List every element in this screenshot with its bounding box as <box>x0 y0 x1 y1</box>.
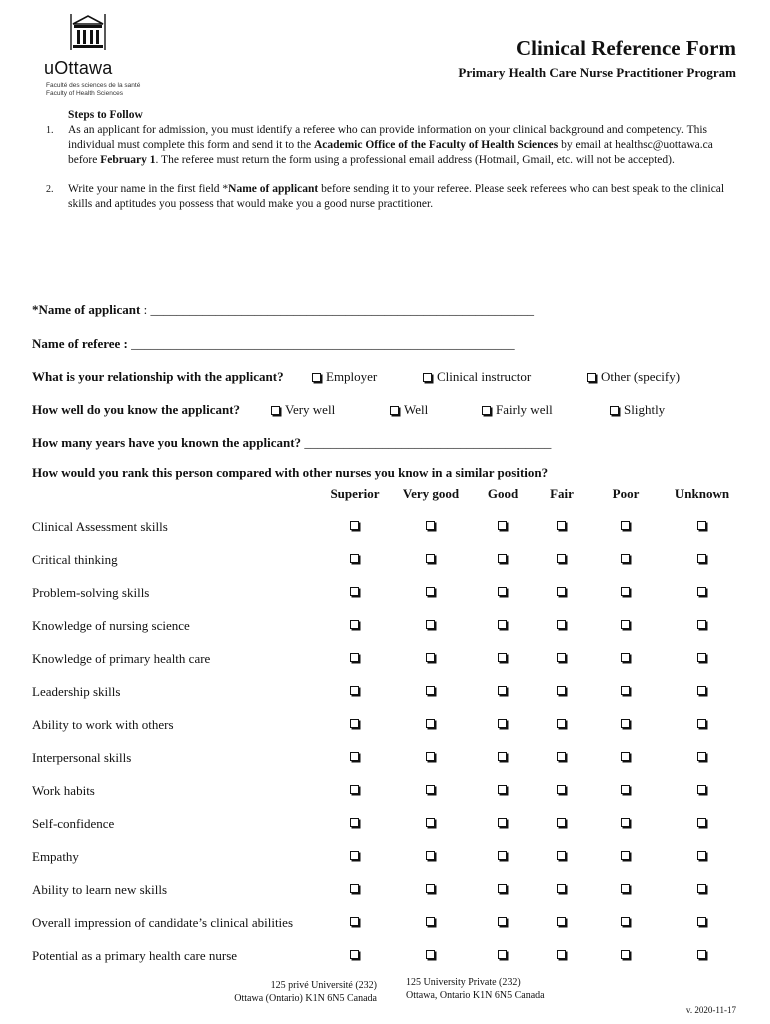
rating-checkbox-unknown[interactable] <box>697 785 706 794</box>
rating-checkbox-poor[interactable] <box>621 884 630 893</box>
option-label: Employer <box>326 369 378 384</box>
know-option-very-well[interactable] <box>271 402 335 418</box>
referee-name-line[interactable]: ___________________________________________________________ <box>127 336 515 351</box>
form-subtitle: Primary Health Care Nurse Practitioner Program <box>458 65 736 80</box>
rating-checkbox-superior[interactable] <box>350 818 359 827</box>
years-field[interactable] <box>32 435 551 451</box>
rating-checkbox-good[interactable] <box>498 950 507 959</box>
option-label: Clinical instructor <box>437 369 532 384</box>
address-fr-line2: Ottawa (Ontario) K1N 6N5 Canada <box>234 993 377 1004</box>
rating-checkbox-poor[interactable] <box>621 851 630 860</box>
relationship-label: What is your relationship with the applicant? <box>32 369 284 384</box>
rating-checkbox-very-good[interactable] <box>426 620 435 629</box>
checkbox-icon[interactable] <box>610 406 619 415</box>
rating-row-label: Leadership skills <box>32 684 121 699</box>
rating-checkbox-poor[interactable] <box>621 686 630 695</box>
rating-checkbox-unknown[interactable] <box>697 587 706 596</box>
col-header-very-good: Very good <box>402 486 460 501</box>
rating-checkbox-unknown[interactable] <box>697 752 706 761</box>
rating-checkbox-fair[interactable] <box>557 686 566 695</box>
rating-checkbox-unknown[interactable] <box>697 719 706 728</box>
rating-checkbox-fair[interactable] <box>557 620 566 629</box>
option-label: Well <box>404 402 429 417</box>
rating-checkbox-fair[interactable] <box>557 884 566 893</box>
rating-row-label: Overall impression of candidate’s clinical abilities <box>32 915 294 930</box>
address-en-line2: Ottawa, Ontario K1N 6N5 Canada <box>406 990 545 1001</box>
university-building-icon <box>70 12 106 52</box>
col-header-superior: Superior <box>330 486 380 501</box>
rating-checkbox-good[interactable] <box>498 620 507 629</box>
step-text: before sending it to your referee. Please seek referees who can best speak to the clinical skills and aptitudes you possess that would make you a good nurse practitioner. <box>68 183 725 210</box>
rating-checkbox-fair[interactable] <box>557 554 566 563</box>
rating-checkbox-superior[interactable] <box>350 719 359 728</box>
address-fr <box>234 979 377 1005</box>
rating-checkbox-unknown[interactable] <box>697 917 706 926</box>
know-label: How well do you know the applicant? <box>32 402 241 417</box>
step-number: 2. <box>46 184 54 195</box>
rating-checkbox-good[interactable] <box>498 818 507 827</box>
rating-row-label: Clinical Assessment skills <box>32 519 168 534</box>
checkbox-icon[interactable] <box>587 373 596 382</box>
rating-checkbox-superior[interactable] <box>350 587 359 596</box>
rating-checkbox-fair[interactable] <box>557 653 566 662</box>
step-deadline: February 1 <box>100 154 156 166</box>
checkbox-icon[interactable] <box>312 373 321 382</box>
rating-checkbox-superior[interactable] <box>350 686 359 695</box>
rating-checkbox-poor[interactable] <box>621 719 630 728</box>
rating-checkbox-very-good[interactable] <box>426 818 435 827</box>
applicant-name-line[interactable]: : ___________________________________________________________ <box>140 302 534 317</box>
col-header-good: Good <box>487 486 519 501</box>
step-number: 1. <box>46 125 54 136</box>
rating-checkbox-poor[interactable] <box>621 554 630 563</box>
rating-checkbox-very-good[interactable] <box>426 884 435 893</box>
rating-checkbox-fair[interactable] <box>557 950 566 959</box>
rating-checkbox-very-good[interactable] <box>426 521 435 530</box>
rating-checkbox-unknown[interactable] <box>697 950 706 959</box>
logo-faculty-fr: Faculté des sciences de la santé <box>46 82 141 89</box>
rating-row-label: Knowledge of nursing science <box>32 618 190 633</box>
form-title-block <box>458 36 736 81</box>
version-label: v. 2020-11-17 <box>685 1005 736 1015</box>
rating-checkbox-very-good[interactable] <box>426 554 435 563</box>
col-header-unknown: Unknown <box>674 486 730 501</box>
option-label: Other (specify) <box>601 369 681 384</box>
form-title: Clinical Reference Form <box>515 36 736 60</box>
relationship-option-clinical-instructor[interactable] <box>423 369 531 385</box>
rating-checkbox-poor[interactable] <box>621 950 630 959</box>
rating-checkbox-good[interactable] <box>498 719 507 728</box>
step-emphasis: Name of applicant <box>228 183 319 195</box>
step-text: . The referee must return the form using a professional email address (Hotmail, Gmail, etc. will not be accepted). <box>155 154 675 166</box>
rating-checkbox-very-good[interactable] <box>426 719 435 728</box>
rating-checkbox-good[interactable] <box>498 884 507 893</box>
rating-checkbox-superior[interactable] <box>350 884 359 893</box>
rating-checkbox-fair[interactable] <box>557 521 566 530</box>
rating-checkbox-unknown[interactable] <box>697 851 706 860</box>
rating-checkbox-good[interactable] <box>498 686 507 695</box>
col-header-fair: Fair <box>550 486 574 501</box>
rating-checkbox-good[interactable] <box>498 785 507 794</box>
steps-heading: Steps to Follow <box>68 109 143 121</box>
rating-checkbox-very-good[interactable] <box>426 785 435 794</box>
referee-name-label: Name of referee : <box>32 336 128 351</box>
rating-checkbox-poor[interactable] <box>621 785 630 794</box>
rating-checkbox-fair[interactable] <box>557 851 566 860</box>
rating-row-label: Interpersonal skills <box>32 750 132 765</box>
rating-checkbox-unknown[interactable] <box>697 521 706 530</box>
applicant-name-field[interactable] <box>32 302 534 318</box>
step-emphasis: Academic Office of the Faculty of Health Sciences <box>313 139 559 151</box>
checkbox-icon[interactable] <box>482 406 491 415</box>
rating-checkbox-unknown[interactable] <box>697 554 706 563</box>
years-line[interactable]: ______________________________________ <box>301 435 552 450</box>
rating-row-label: Ability to learn new skills <box>32 882 168 897</box>
rating-row-label: Empathy <box>32 849 79 864</box>
step-1 <box>30 123 735 168</box>
address-en <box>406 976 545 1002</box>
rating-checkbox-unknown[interactable] <box>697 686 706 695</box>
know-option-fairly-well[interactable] <box>482 402 553 418</box>
rating-checkbox-good[interactable] <box>498 554 507 563</box>
rating-checkbox-very-good[interactable] <box>426 851 435 860</box>
know-option-slightly[interactable] <box>610 402 665 418</box>
relationship-option-other[interactable] <box>587 369 680 385</box>
option-label: Fairly well <box>496 402 553 417</box>
rating-row-label: Self-confidence <box>32 816 115 831</box>
know-option-well[interactable] <box>390 402 428 418</box>
applicant-name-label: *Name of applicant <box>32 302 141 317</box>
rating-row-label: Potential as a primary health care nurse <box>32 948 238 963</box>
referee-name-field[interactable] <box>32 336 515 352</box>
checkbox-icon[interactable] <box>423 373 432 382</box>
rating-checkbox-superior[interactable] <box>350 554 359 563</box>
rating-checkbox-good[interactable] <box>498 917 507 926</box>
rating-checkbox-superior[interactable] <box>350 752 359 761</box>
rating-checkbox-superior[interactable] <box>350 653 359 662</box>
rating-checkbox-very-good[interactable] <box>426 950 435 959</box>
rating-checkbox-fair[interactable] <box>557 818 566 827</box>
rating-checkbox-good[interactable] <box>498 851 507 860</box>
step-text: by email at healthsc@uottawa.ca before <box>68 139 713 166</box>
address-fr-line1: 125 privé Université (232) <box>270 980 377 991</box>
rating-checkbox-poor[interactable] <box>621 752 630 761</box>
option-label: Slightly <box>624 402 666 417</box>
rating-checkbox-poor[interactable] <box>621 587 630 596</box>
logo-faculty <box>46 82 156 98</box>
rating-checkbox-poor[interactable] <box>621 818 630 827</box>
rating-checkbox-unknown[interactable] <box>697 620 706 629</box>
steps-section <box>30 108 735 212</box>
rating-checkbox-superior[interactable] <box>350 785 359 794</box>
logo-faculty-en: Faculty of Health Sciences <box>46 90 123 97</box>
rating-checkbox-fair[interactable] <box>557 719 566 728</box>
rating-row-label: Knowledge of primary health care <box>32 651 211 666</box>
rating-checkbox-fair[interactable] <box>557 917 566 926</box>
rating-checkbox-good[interactable] <box>498 587 507 596</box>
rating-checkbox-fair[interactable] <box>557 587 566 596</box>
rating-checkbox-poor[interactable] <box>621 653 630 662</box>
rating-checkbox-superior[interactable] <box>350 521 359 530</box>
rating-row-label: Critical thinking <box>32 552 118 567</box>
rating-checkbox-very-good[interactable] <box>426 686 435 695</box>
checkbox-icon[interactable] <box>271 406 280 415</box>
rating-checkbox-very-good[interactable] <box>426 653 435 662</box>
rating-checkbox-very-good[interactable] <box>426 587 435 596</box>
rating-checkbox-good[interactable] <box>498 521 507 530</box>
checkbox-icon[interactable] <box>390 406 399 415</box>
option-label: Very well <box>285 402 336 417</box>
rating-checkbox-poor[interactable] <box>621 521 630 530</box>
rating-row-label: Ability to work with others <box>32 717 174 732</box>
rating-checkbox-fair[interactable] <box>557 752 566 761</box>
rating-checkbox-superior[interactable] <box>350 851 359 860</box>
rating-checkbox-unknown[interactable] <box>697 818 706 827</box>
rating-checkbox-unknown[interactable] <box>697 653 706 662</box>
step-text: As an applicant for admission, you must identify a referee who can provide information on your clinical background and competency. This individual must complete this form and send it to the <box>68 124 708 151</box>
rating-checkbox-very-good[interactable] <box>426 917 435 926</box>
rating-checkbox-very-good[interactable] <box>426 752 435 761</box>
rating-checkbox-superior[interactable] <box>350 950 359 959</box>
years-label: How many years have you known the applicant? <box>32 435 302 450</box>
rating-checkbox-superior[interactable] <box>350 620 359 629</box>
col-header-poor: Poor <box>612 486 640 501</box>
address-en-line1: 125 University Private (232) <box>406 977 521 988</box>
rating-checkbox-fair[interactable] <box>557 785 566 794</box>
rating-checkbox-good[interactable] <box>498 752 507 761</box>
rating-checkbox-poor[interactable] <box>621 620 630 629</box>
rating-checkbox-unknown[interactable] <box>697 884 706 893</box>
relationship-option-employer[interactable] <box>312 369 377 385</box>
rating-checkbox-superior[interactable] <box>350 917 359 926</box>
rating-checkbox-poor[interactable] <box>621 917 630 926</box>
rank-label: How would you rank this person compared with other nurses you know in a similar position? <box>32 465 549 480</box>
rating-row-label: Problem-solving skills <box>32 585 150 600</box>
uottawa-logo <box>44 12 154 102</box>
rating-row-label: Work habits <box>32 783 95 798</box>
step-2 <box>30 182 735 212</box>
logo-wordmark: uOttawa <box>44 58 113 78</box>
rating-checkbox-good[interactable] <box>498 653 507 662</box>
step-text: Write your name in the first field * <box>68 183 229 195</box>
